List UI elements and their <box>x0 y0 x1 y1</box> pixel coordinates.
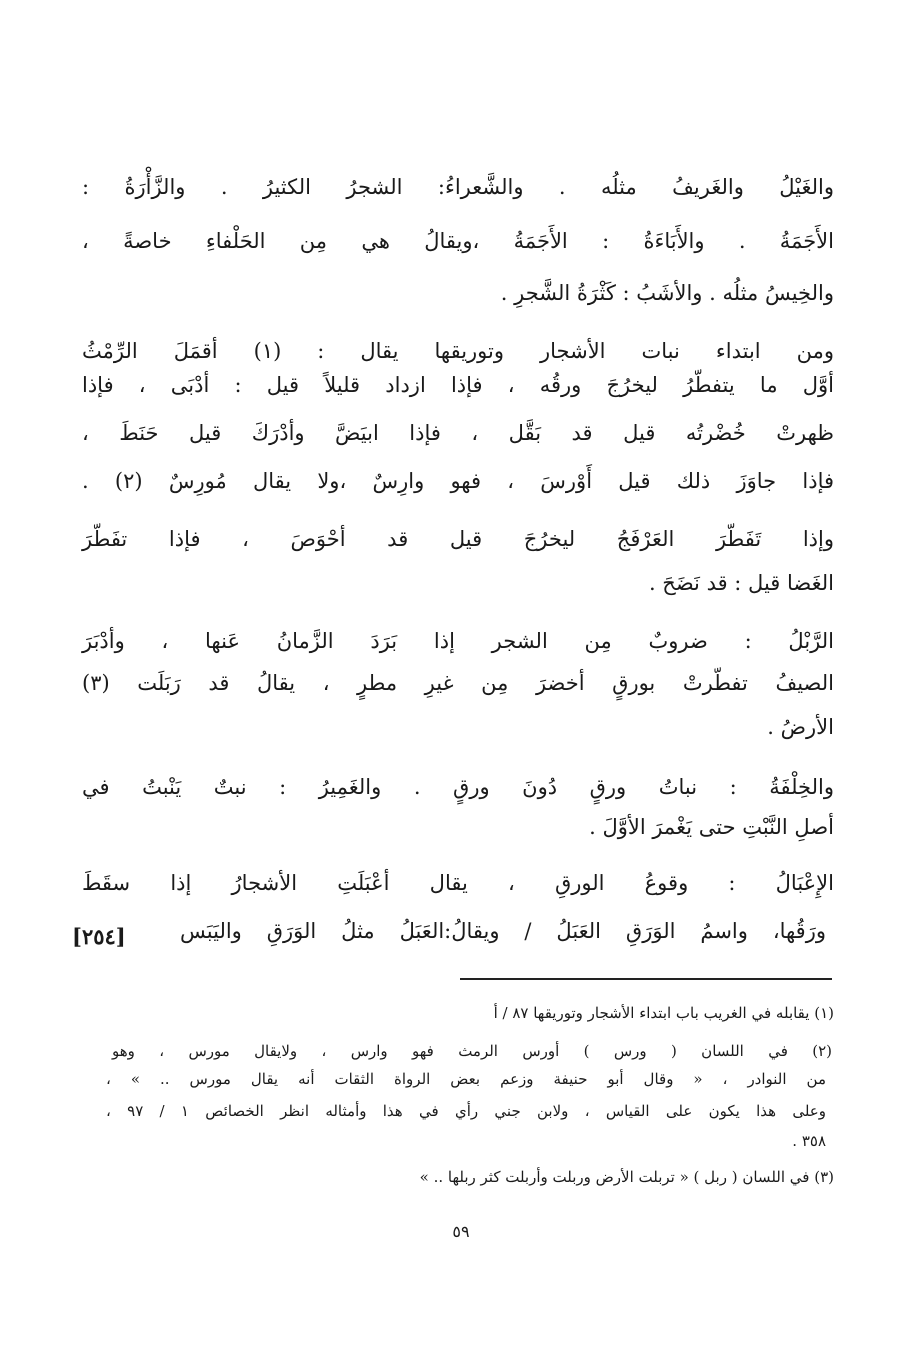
marginal-folio-number: [٢٥٤] <box>72 924 126 949</box>
footnote-1: (١) يقابله في الغريب باب ابتداء الأشجار وتوريقها ٨٧ / أ <box>493 1004 834 1022</box>
text-line-2: الأَجَمَةُ . والأَبَاءَةُ : الأَجَمَةُ ،ويقالُ هي مِن الحَلْفاءِ خاصةً ، <box>82 229 834 253</box>
footnote-separator <box>460 978 832 980</box>
footnote-2-line-4: ٣٥٨ . <box>792 1132 826 1150</box>
text-line-3: والخِيسُ مثلُه . والأشَبُ : كَثْرَةُ الشَّجرِ . <box>500 281 834 305</box>
text-line-12: الأرضُ . <box>767 715 834 739</box>
footnote-2-line-1: (٢) في اللسان ( ورس ) أورس الرمث فهو وارس ، ولايقال مورس ، وهو <box>112 1042 832 1060</box>
text-line-7: فإذا جاوَزَ ذلك قيل أَوْرسَ ، فهو وارِسٌ ،ولا يقال مُورِسٌ (٢) . <box>82 469 835 493</box>
text-line-9: الغَضا قيل : قد نَضَحَ . <box>648 571 834 595</box>
text-line-8: وإذا تَفَطّرَ العَرْفَجُ ليخرُجَ قيل قد أحْوَصَ ، فإذا تفَطّرَ <box>82 527 834 551</box>
text-line-4: ومن ابتداء نبات الأشجار وتوريقها يقال : (١) أقمَلَ الرِّمْثُ <box>82 339 834 363</box>
footnote-2-line-3: وعلى هذا يكون على القياس ، ولابن جني رأي في هذا وأمثاله انظر الخصائص ١ / ٩٧ ، <box>106 1102 826 1120</box>
text-line-11: الصيفُ تفطّرتْ بورقٍ أخضرَ مِن غيرِ مطرٍ ، يقالُ قد رَبَلَت (٣) <box>82 671 834 695</box>
footnote-2-line-2: من النوادر ، « وقال أبو حنيفة وزعم بعض الرواة الثقات أنه يقال مورس .. » ، <box>106 1070 826 1088</box>
footnote-3: (٣) في اللسان ( ربل ) « تربلت الأرض وربلت وأربلت كثر ربلها .. » <box>419 1168 834 1186</box>
text-line-14: أصلِ النَّبْتِ حتى يَغْمرَ الأوَّلَ . <box>589 815 834 839</box>
text-line-6: ظهرتْ خُضْرتُه قيل قد بَقَّل ، فإذا ابيَضَّ وأدْرَكَ قيل حَنَطَ ، <box>82 421 834 445</box>
text-line-16: ورَقُها، واسمُ الوَرَقِ العَبَلُ / ويقالُ:العَبَلُ مثلُ الوَرَقِ واليَبَس <box>180 919 826 943</box>
text-line-13: والخِلْفَةُ : نباتُ ورقٍ دُونَ ورقٍ . والغَمِيرُ : نبتٌ يَنْبتُ في <box>82 775 834 799</box>
text-line-5: أوَّل ما يتفطّرُ ليخرُجَ ورقُه ، فإذا ازداد قليلاً قيل : أدْبَى ، فإذا <box>82 373 834 397</box>
page-number: ٥٩ <box>452 1222 470 1241</box>
text-line-15: الإِعْبَالُ : وقوعُ الورقِ ، يقال أعْبَلَتِ الأشجارُ إذا سقَطَ <box>82 871 834 895</box>
text-line-1: والغَيْلُ والغَريفُ مثلُه . والشَّعراءُ: الشجرُ الكثيرُ . والزَّأْرَةُ : <box>82 175 834 199</box>
text-line-10: الرَّبْلُ : ضروبٌ مِن الشجر إذا بَرَدَ الزَّمانُ عَنها ، وأدْبَرَ <box>82 629 834 653</box>
